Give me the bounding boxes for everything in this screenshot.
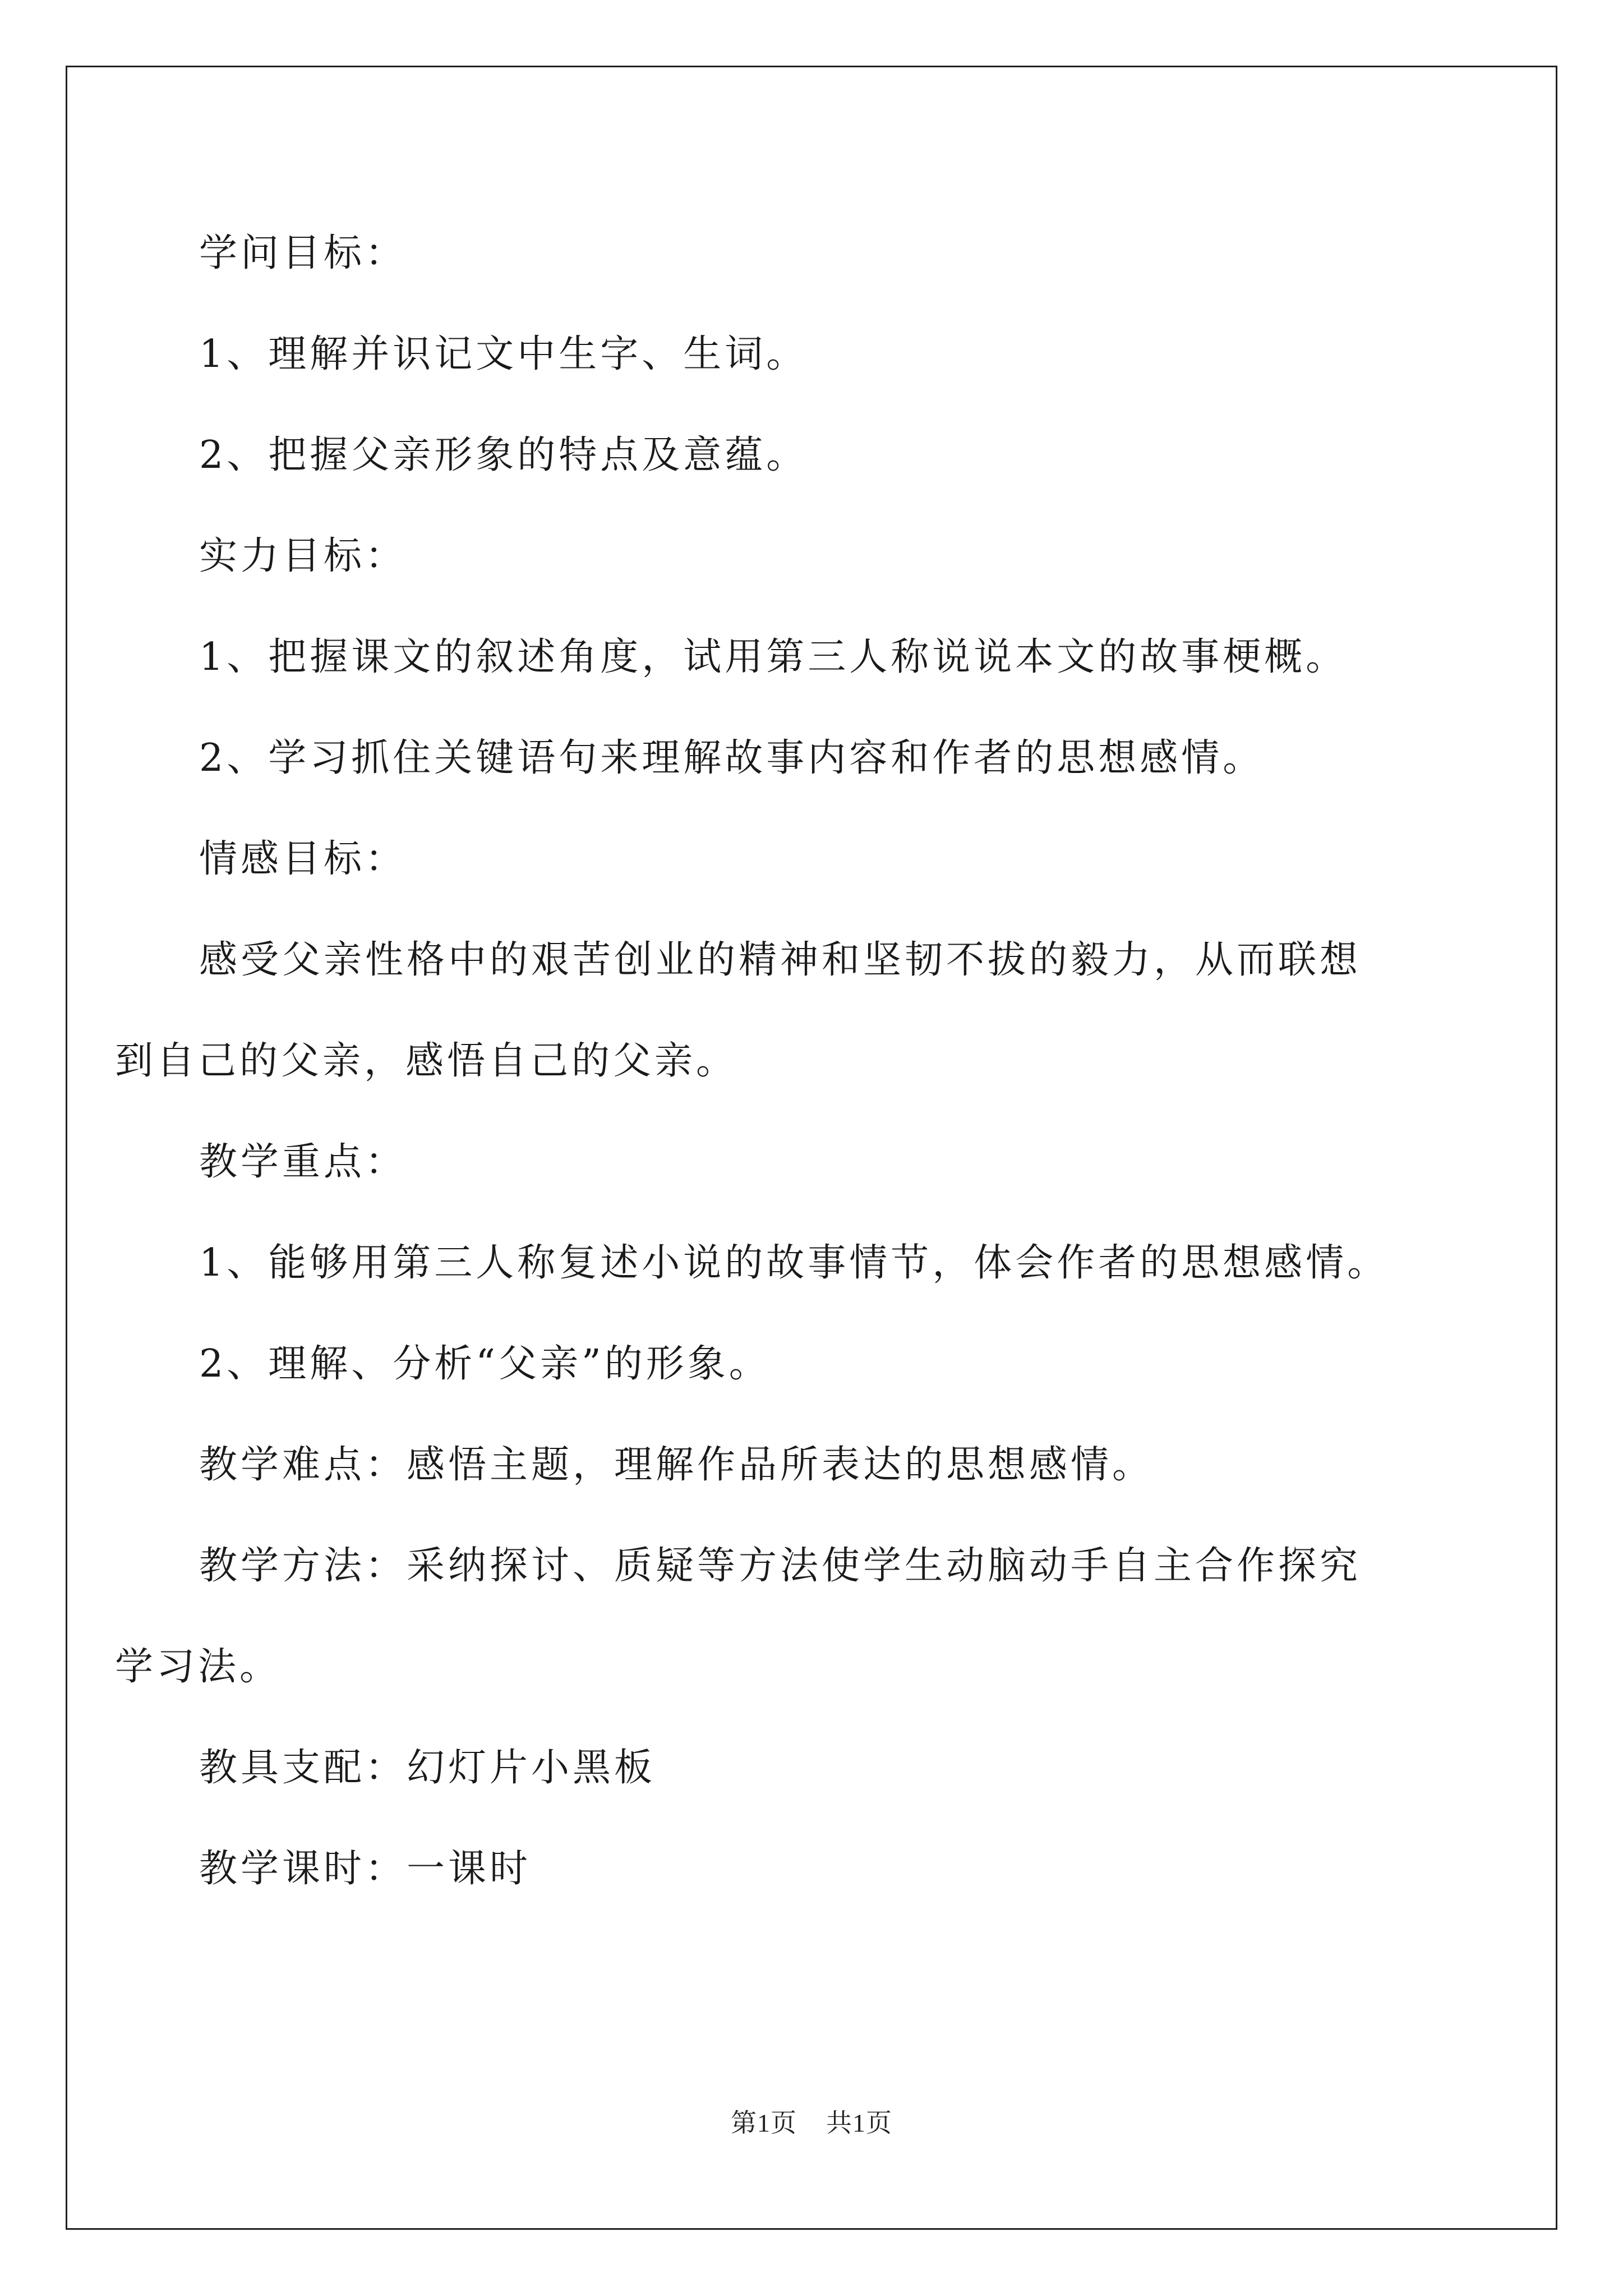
paragraph-line: 2、把握父亲形象的特点及意蕴。 [199,433,808,477]
paragraph-teaching-difficulty: 教学难点：感悟主题，理解作品所表达的思想感情。 [199,1443,1154,1487]
paragraph-line: 1、把握课文的叙述角度，试用第三人称说说本文的故事梗概。 [199,635,1348,679]
heading-emotion-goals: 情感目标： [199,837,407,881]
paragraph-line: 感受父亲性格中的艰苦创业的精神和坚韧不拔的毅力，从而联想 [199,938,1362,982]
heading-teaching-focus: 教学重点： [199,1140,407,1184]
page-total: 共1页 [826,2109,892,2137]
paragraph-line: 1、理解并识记文中生字、生词。 [199,332,808,376]
page-footer [0,2102,1623,2139]
heading-knowledge-goals: 学问目标： [199,231,407,275]
paragraph-line: 1、能够用第三人称复述小说的故事情节，体会作者的思想感情。 [199,1241,1389,1285]
page-number: 第1页 [731,2109,797,2137]
paragraph-line: 2、学习抓住关键语句来理解故事内容和作者的思想感情。 [199,736,1265,780]
paragraph-teaching-method: 教学方法：采纳探讨、质疑等方法使学生动脑动手自主合作探究 [199,1544,1362,1588]
paragraph-line-continued: 到自己的父亲，感悟自己的父亲。 [115,1039,738,1083]
paragraph-class-hours: 教学课时：一课时 [199,1847,532,1891]
paragraph-teaching-aids: 教具支配：幻灯片小黑板 [199,1746,656,1790]
paragraph-line-continued: 学习法。 [115,1645,282,1689]
paragraph-line: 2、理解、分析“父亲”的形象。 [199,1342,771,1386]
heading-ability-goals: 实力目标： [199,534,407,578]
